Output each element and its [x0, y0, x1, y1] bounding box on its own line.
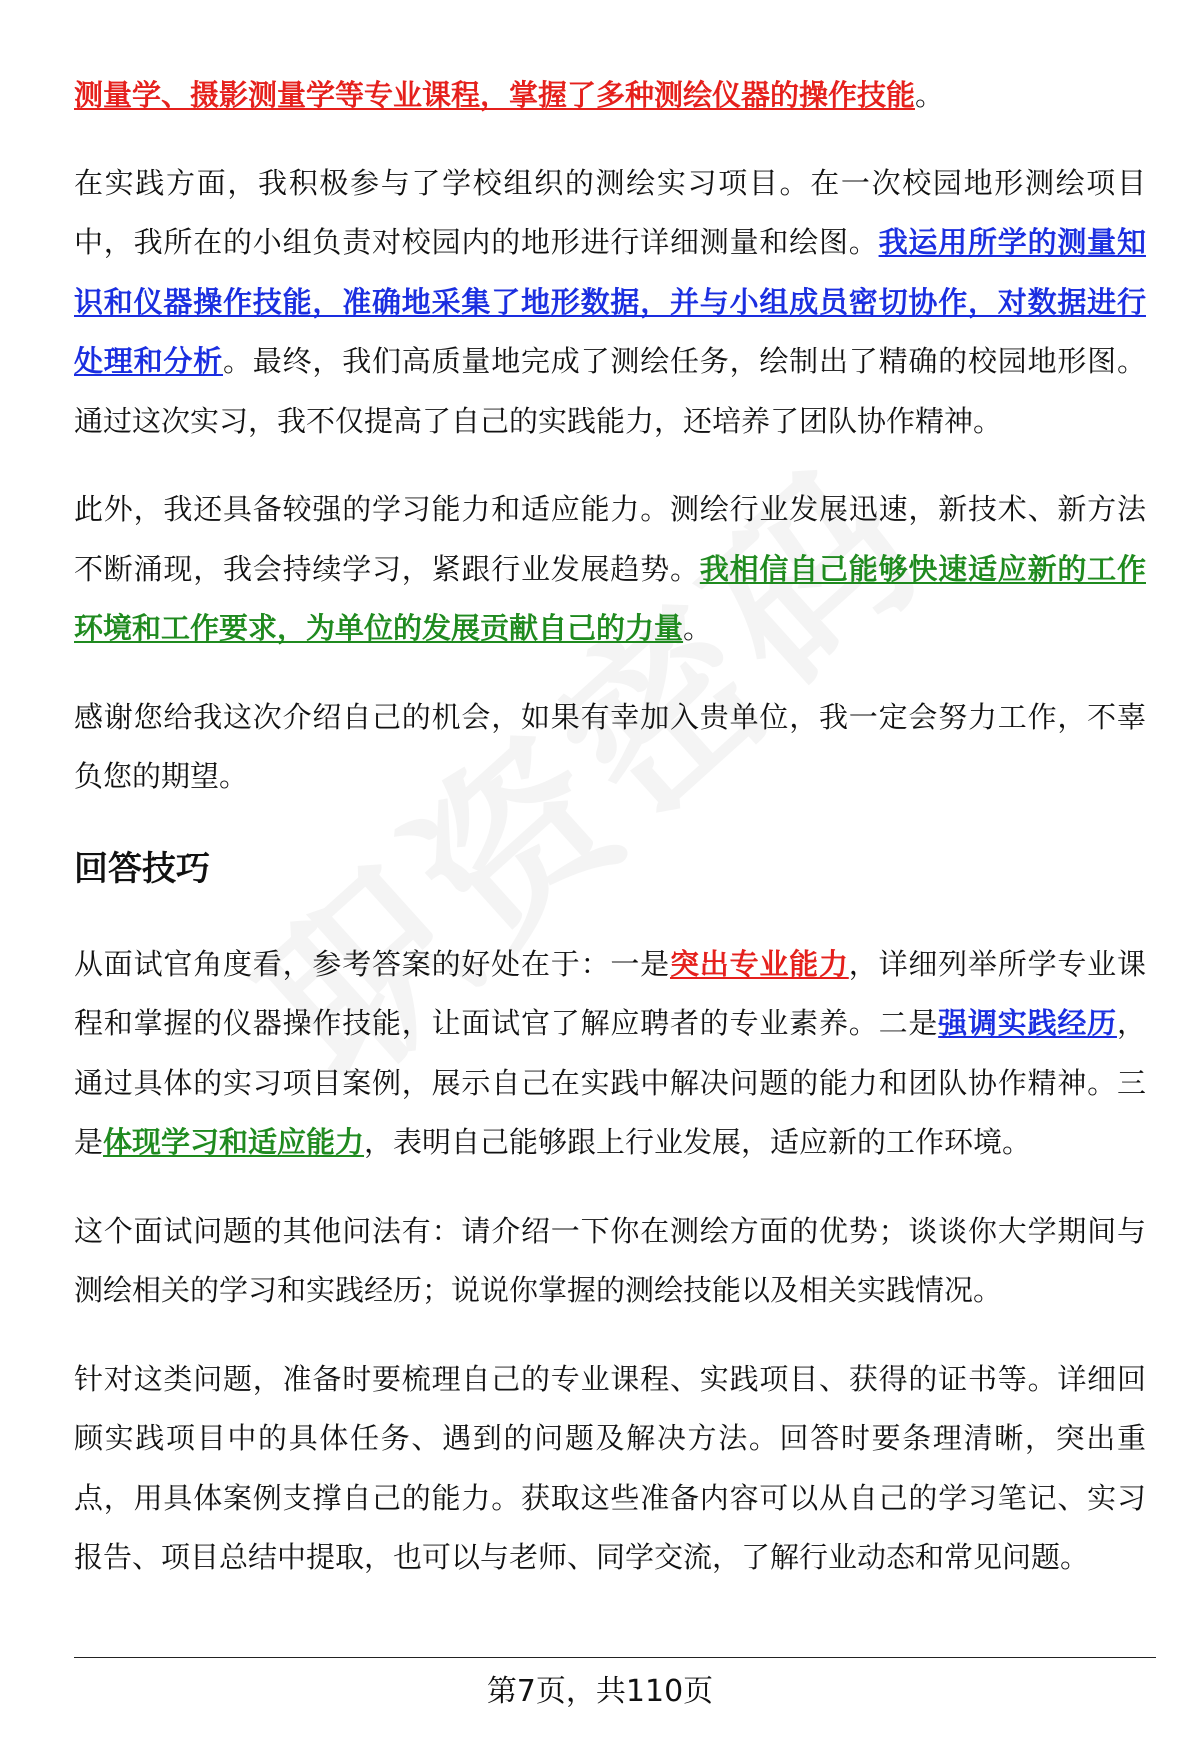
paragraph-text: 从面试官角度看，参考答案的好处在于：一是: [74, 946, 670, 981]
section-heading: 回答技巧: [74, 848, 210, 889]
paragraph-2: [74, 154, 1146, 452]
highlight-red-text: 测量学、摄影测量学等专业课程，掌握了多种测绘仪器的操作技能: [74, 78, 916, 112]
paragraph-5: [74, 935, 1146, 1173]
paragraph-4: 感谢您给我这次介绍自己的机会，如果有幸加入贵单位，我一定会努力工作，不辜负您的期望。: [74, 699, 1146, 793]
highlight-blue-text: 我运用所学的测量知识和仪器操作技能，准确地采集了地形数据，并与小组成员密切协作，对数据进行处理和分析: [74, 225, 1146, 378]
paragraph-text: 。最终，我们高质量地完成了测绘任务，绘制出了精确的校园地形图。通过这次实习，我不仅提高了自己的实践能力，还培养了团队协作精神。: [74, 344, 1146, 438]
highlight-red-text: 突出专业能力: [669, 946, 849, 981]
paragraph-text: 。: [915, 78, 945, 112]
paragraph-7: 针对这类问题，准备时要梳理自己的专业课程、实践项目、获得的证书等。详细回顾实践项目中的具体任务、遇到的问题及解决方法。回答时要条理清晰，突出重点，用具体案例支撑自己的能力。获取这些准备内容可以从自己的学习笔记、实习报告、项目总结中提取，也可以与老师、同学交流，了解行业动态和常见问题。: [74, 1361, 1146, 1574]
paragraph-text: ，详细列举所学专业课程和掌握的仪器操作技能，让面试官了解应聘者的专业素养。二是: [74, 946, 1146, 1040]
highlight-green-text: 我相信自己能够快速适应新的工作环境和工作要求，为单位的发展贡献自己的力量: [74, 551, 1146, 645]
page-number-footer: 第7页，共110页: [486, 1674, 714, 1709]
paragraph-3: [74, 480, 1146, 659]
paragraph-text: ，表明自己能够跟上行业发展，适应新的工作环境。: [364, 1125, 1032, 1159]
paragraph-1: [74, 66, 1146, 126]
paragraph-text: 此外，我还具备较强的学习能力和适应能力。测绘行业发展迅速，新技术、新方法不断涌现，我会持续学习，紧跟行业发展趋势。: [74, 492, 1146, 586]
paragraph-text: 。: [683, 611, 713, 645]
highlight-green-text: 体现学习和适应能力: [103, 1125, 365, 1159]
paragraph-text: 在实践方面，我积极参与了学校组织的测绘实习项目。在一次校园地形测绘项目中，我所在的小组负责对校园内的地形进行详细测量和绘图。: [74, 165, 1146, 259]
highlight-blue-text: 强调实践经历: [938, 1006, 1117, 1040]
paragraph-text: ，通过具体的实习项目案例，展示自己在实践中解决问题的能力和团队协作精神。三是: [74, 1006, 1146, 1159]
footer-divider: [74, 1657, 1156, 1658]
paragraph-6: 这个面试问题的其他问法有：请介绍一下你在测绘方面的优势；谈谈你大学期间与测绘相关的学习和实践经历；说说你掌握的测绘技能以及相关实践情况。: [74, 1213, 1146, 1307]
document-body: [74, 66, 1146, 1617]
